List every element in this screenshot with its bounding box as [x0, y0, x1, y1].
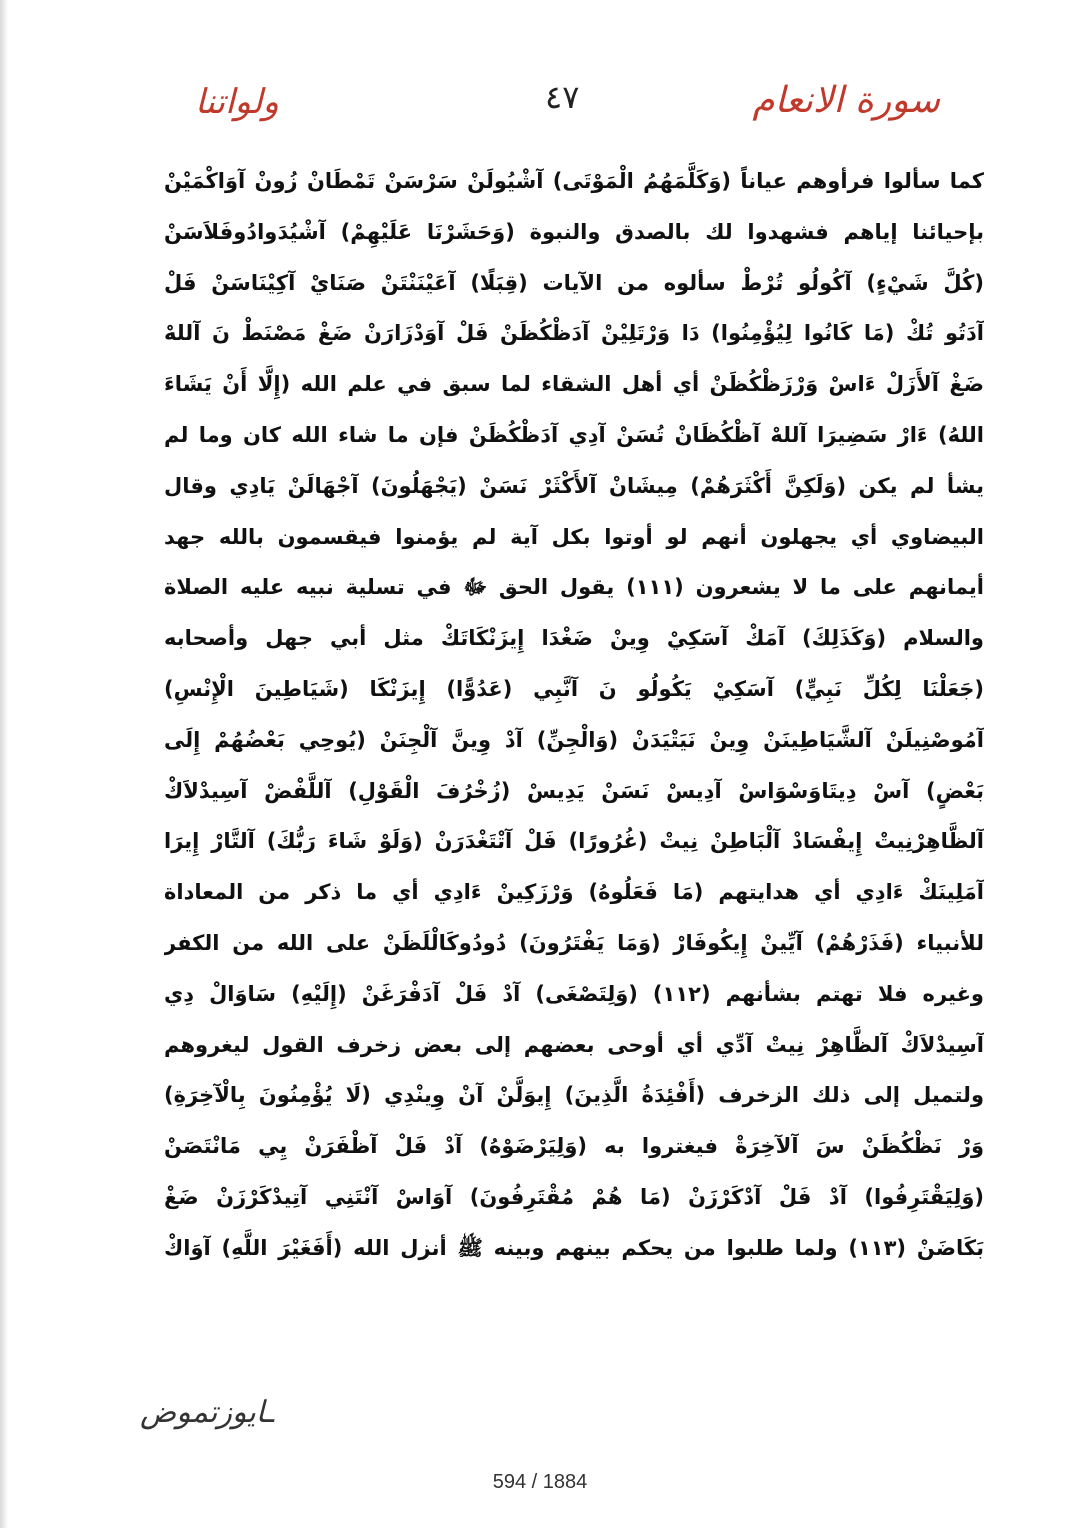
- text-line: يشأ لم يكن (وَلَكِنَّ أَكْثَرَهُمْ) مِيشَانْ آلأَكْثَرْ نَسَنْ (يَجْهَلُونَ) آجْهَالَنْ يَادِي وقال: [164, 473, 984, 498]
- text-line: بإحيائنا إياهم فشهدوا لك بالصدق والنبوة (وَحَشَرْنَا عَلَيْهِمْ) آشْيُدَوادُوفَلاَسَنْ: [164, 219, 984, 244]
- text-line: آلظَّاهِرْنِيتْ إِيفْسَادْ آلْبَاطِنْ نِيتْ (غُرُورًا) فَلْ آتْتَغْدَرَنْ (وَلَوْ شَاءَ رَبُّكَ) آلتَّارْ إِيرَا: [164, 829, 984, 854]
- text-line: (وَلِيَقْتَرِفُوا) آدْ فَلْ آدْكَرْزَنْ (مَا هُمْ مُقْتَرِفُونَ) آوَاسْ آنْتَنِي آتِيدْكَرْزَنْ ضَغْ: [164, 1184, 984, 1209]
- text-line: ضَغْ آلأَزَلْ ءَاسْ وَرْزَظْكُظَنْ أي أهل الشقاء لما سبق في علم الله (إِلَّا أَنْ يَشَاءَ: [164, 372, 984, 397]
- surah-title: سورة الانعام: [752, 80, 940, 121]
- text-line: آدَتُو تُكْ (مَا كَانُوا لِيُؤْمِنُوا) دَا وَرْتَلِيْنْ آدَظْكُظَنْ فَلْ آوَدْزَارَنْ ضَغْ مَصْنَطْ نَ آللهْ: [164, 321, 984, 346]
- text-line: آسِيدْلاَكْ آلظَّاهِرْ نِيتْ آدِّي أي أوحى بعضهم إلى بعض زخرف القول ليغروهم: [164, 1032, 984, 1057]
- text-line: آمُوصْنِيلَنْ آلشَّيَاطِينَنْ وِينْ نَيَتْيَدَنْ (وَالْجِنِّ) آدْ وِينَّ آلْجِنَنْ (يُوحِي بَعْضُهُمْ إِلَى: [164, 727, 984, 752]
- page-number-arabic: ٤٧: [545, 78, 580, 116]
- page-indicator: 594 / 1884: [492, 1471, 588, 1493]
- text-line: كما سألوا فرأوهم عياناً (وَكَلَّمَهُمُ الْمَوْتَى) آشْيُولَنْ سَرْسَنْ تَمْطَانْ زُونْ آوَاكْمَيْنْ: [164, 169, 984, 193]
- page-header: [150, 74, 950, 134]
- text-line: وغيره فلا تهتم بشأنهم (١١٢) (وَلِتَصْغَى) آدْ فَلْ آدَفْرَغَنْ (إِلَيْهِ) سَاوَالْ دِي: [164, 981, 984, 1006]
- handwritten-margin-note: ولواتنا: [195, 82, 279, 122]
- page-edge-shadow: [0, 0, 8, 1528]
- text-line: للأنبياء (فَذَرْهُمْ) آيِّينْ إِيكُوفَارْ (وَمَا يَفْتَرُونَ) دُودُوكَالْلَظَنْ على الله من الكفر: [164, 930, 984, 955]
- text-line: بَكَاضَنْ (١١٣) ولما طلبوا من يحكم بينهم وبينه ﷺ أنزل الله (أَفَغَيْرَ اللَّهِ) آوَاكْ: [164, 1235, 984, 1260]
- text-line: البيضاوي أي يجهلون أنهم لو أوتوا بكل آية لم يؤمنوا فيقسمون بالله جهد: [164, 524, 984, 549]
- text-line: اللهُ) ءَارْ سَضِيرَا آللهْ آظْكُظَانْ تُسَنْ آدِي آدَظْكُظَنْ فإن ما شاء الله كان وما لم: [164, 422, 984, 447]
- handwritten-signature: ـايوزتموض: [140, 1395, 274, 1430]
- text-line: آمَلِينَكْ ءَادِي أي هدايتهم (مَا فَعَلُوهُ) وَرْزَكِينْ ءَادِي أي ما ذكر من المعاداة: [164, 880, 984, 905]
- text-line: والسلام (وَكَذَلِكَ) آمَكْ آسَكِيْ وِينْ ضَغْدَا إِيزَنْكَاتَكْ مثل أبي جهل وأصحابه: [164, 626, 984, 651]
- commentary-text: [164, 156, 984, 1274]
- text-line: (كُلَّ شَيْءٍ) آكُولُو تُرْطْ سألوه من الآيات (قِبَلًا) آعَيْنَنْتَنْ صَنَايْ آكِيْنَاسَنْ فَلْ: [164, 270, 984, 295]
- text-line: أيمانهم على ما لا يشعرون (١١١) يقول الحق ﷻ في تسلية نبيه عليه الصلاة: [164, 575, 984, 600]
- text-line: ولتميل إلى ذلك الزخرف (أَفْئِدَةُ الَّذِينَ) إِيوَلَّنْ آنْ وِينْدِي (لَا يُؤْمِنُونَ بِالْآخِرَةِ): [164, 1083, 984, 1108]
- text-line: وَرْ نَظْكُظَنْ سَ آلآخِرَةْ فيغتروا به (وَلِيَرْضَوْهُ) آدْ فَلْ آظْفَرَنْ يِي مَانْتَصَنْ: [164, 1134, 984, 1159]
- text-line: (جَعَلْنَا لِكُلِّ نَبِيٍّ) آسَكِيْ يَكُولُو نَ آنَّبِي (عَدُوًّا) إِيزَنْكَا (شَيَاطِينَ الْإِنْسِ): [164, 676, 984, 701]
- text-line: بَعْضٍ) آسْ دِيتَاوَسْوَاسْ آدِيسْ نَسَنْ يَدِيسْ (زُخْرُفَ الْقَوْلِ) آللَّفْضْ آسِيدْلاَكْ: [164, 778, 984, 803]
